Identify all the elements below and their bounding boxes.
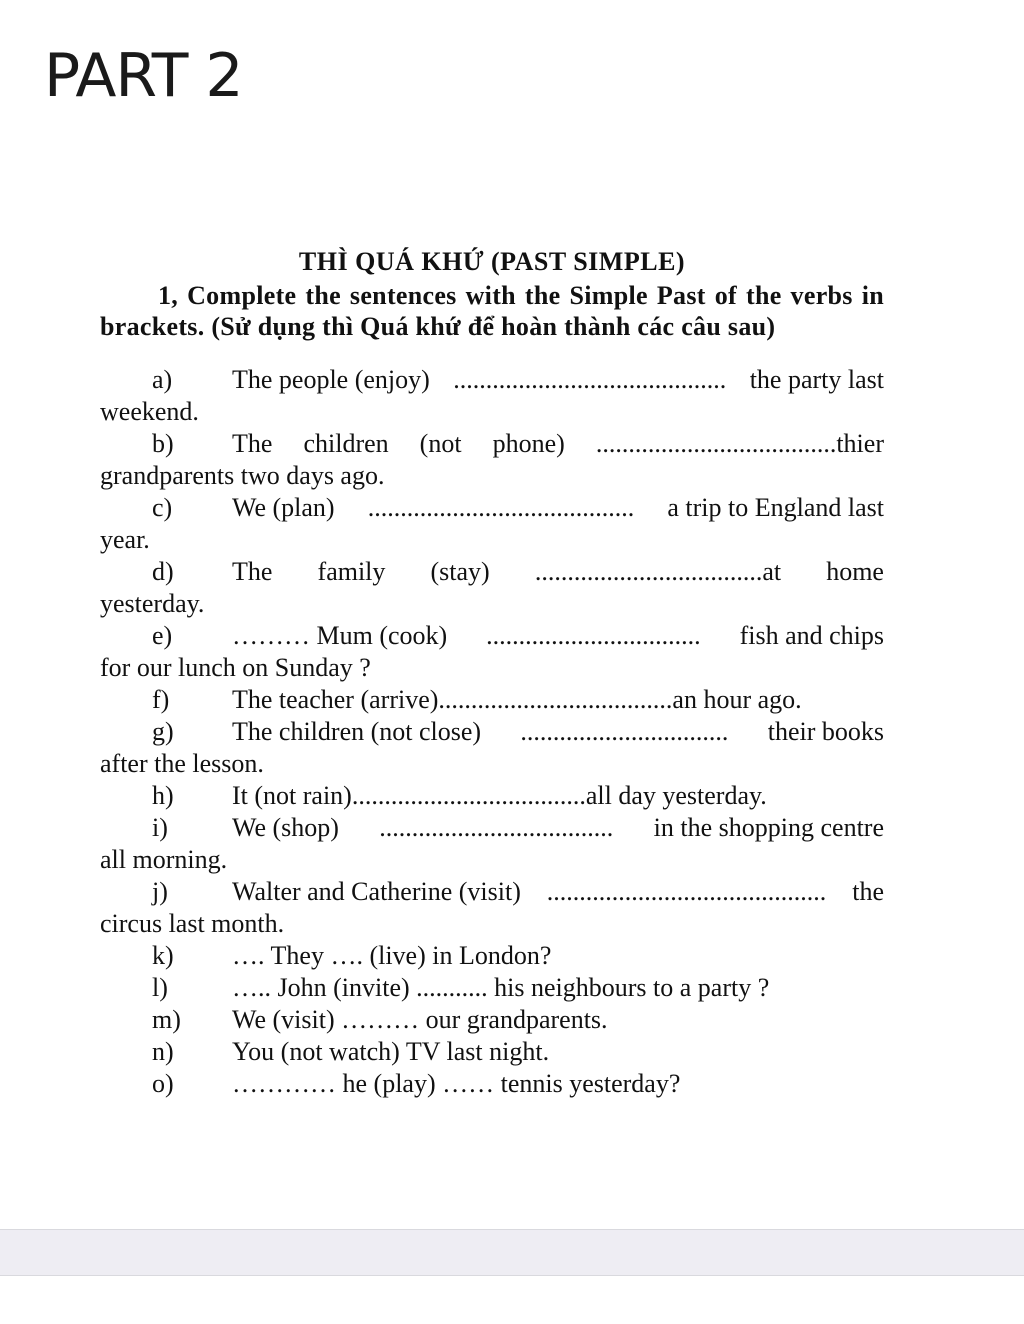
item-label: i) — [152, 813, 168, 842]
item-text: The children (not close) — [232, 717, 482, 746]
answer-blank[interactable]: ................................. — [486, 621, 701, 650]
item-text: It (not rain) — [232, 781, 352, 810]
item-label: j) — [152, 877, 168, 906]
item-label: l) — [152, 973, 168, 1002]
item-text: The — [232, 429, 273, 458]
exercise-item-e — [100, 620, 884, 652]
item-label: m) — [152, 1005, 181, 1034]
exercise-item-k — [100, 940, 884, 972]
answer-blank[interactable]: ...................................at — [534, 557, 782, 586]
item-label: d) — [152, 557, 174, 586]
item-continuation: all morning. — [100, 845, 228, 874]
exercise-item-i — [100, 812, 884, 844]
item-text: their books — [767, 717, 884, 746]
item-text: The people (enjoy) — [232, 365, 430, 394]
item-label: h) — [152, 781, 174, 810]
item-continuation: for our lunch on Sunday ? — [100, 653, 371, 682]
item-text: a trip to England last — [667, 493, 884, 522]
exercise-document — [100, 246, 884, 1100]
item-label: f) — [152, 685, 170, 714]
exercise-item-f — [100, 684, 884, 716]
answer-blank[interactable]: .................................... — [351, 781, 586, 810]
item-text: The teacher (arrive) — [232, 685, 439, 714]
item-continuation: yesterday. — [100, 589, 205, 618]
item-continuation: year. — [100, 525, 150, 554]
item-text: phone) — [492, 429, 565, 458]
item-text: ……… Mum (cook) — [232, 621, 448, 650]
answer-blank[interactable]: ......................................... — [367, 493, 635, 522]
exercise-item-b — [100, 428, 884, 460]
answer-blank[interactable]: ................................ — [520, 717, 729, 746]
item-text: ….. John (invite) ........... his neighbours to a party ? — [232, 973, 770, 1002]
item-continuation: grandparents two days ago. — [100, 461, 385, 490]
item-label: n) — [152, 1037, 174, 1066]
item-continuation: circus last month. — [100, 909, 285, 938]
item-text: Walter and Catherine (visit) — [232, 877, 521, 906]
item-text: The — [232, 557, 273, 586]
item-text: in the shopping centre — [653, 813, 884, 842]
exercise-instruction: 1, Complete the sentences with the Simple Past of the verbs in brackets. (Sử dụng thì Quá khứ để hoàn thành các câu sau) — [100, 281, 884, 341]
item-text: (not — [419, 429, 462, 458]
exercise-item-l — [100, 972, 884, 1004]
exercise-heading: THÌ QUÁ KHỨ (PAST SIMPLE) — [298, 247, 686, 276]
exercise-item-h — [100, 780, 884, 812]
answer-blank[interactable]: .................................... — [379, 813, 614, 842]
exercise-item-d — [100, 556, 884, 588]
item-label: b) — [152, 429, 174, 458]
item-continuation: after the lesson. — [100, 749, 264, 778]
answer-blank[interactable]: .......................................... — [453, 365, 727, 394]
item-text: …. They …. (live) in London? — [232, 941, 552, 970]
part-title: PART 2 — [44, 41, 243, 111]
item-continuation: weekend. — [100, 397, 199, 426]
item-text: fish and chips — [739, 621, 884, 650]
exercise-item-n — [100, 1036, 884, 1068]
item-label: k) — [152, 941, 174, 970]
bottom-divider-band — [0, 1229, 1024, 1276]
item-text: We (plan) — [232, 493, 335, 522]
item-text: an hour ago. — [672, 685, 802, 714]
exercise-item-c — [100, 492, 884, 524]
item-text: ………… he (play) …… tennis yesterday? — [232, 1069, 681, 1098]
answer-blank[interactable]: .....................................thier — [595, 429, 884, 458]
item-text: home — [826, 557, 884, 586]
item-text: (stay) — [430, 557, 490, 586]
exercise-item-g — [100, 716, 884, 748]
item-text: You (not watch) TV last night. — [232, 1037, 550, 1066]
exercise-item-a — [100, 364, 884, 396]
exercise-list — [100, 364, 884, 1100]
item-label: a) — [152, 365, 173, 394]
item-text: We (visit) ……… our grandparents. — [232, 1005, 608, 1034]
item-text: We (shop) — [232, 813, 339, 842]
exercise-item-m — [100, 1004, 884, 1036]
item-label: g) — [152, 717, 174, 746]
item-text: all day yesterday. — [585, 781, 767, 810]
item-text: children — [303, 429, 389, 458]
item-text: the — [852, 877, 884, 906]
exercise-item-o — [100, 1068, 884, 1100]
answer-blank[interactable]: .................................... — [438, 685, 673, 714]
item-label: c) — [152, 493, 173, 522]
answer-blank[interactable]: ........................................... — [546, 877, 827, 906]
exercise-item-j — [100, 876, 884, 908]
item-text: the party last — [749, 365, 884, 394]
item-text: family — [317, 557, 386, 586]
item-label: e) — [152, 621, 173, 650]
item-label: o) — [152, 1069, 174, 1098]
